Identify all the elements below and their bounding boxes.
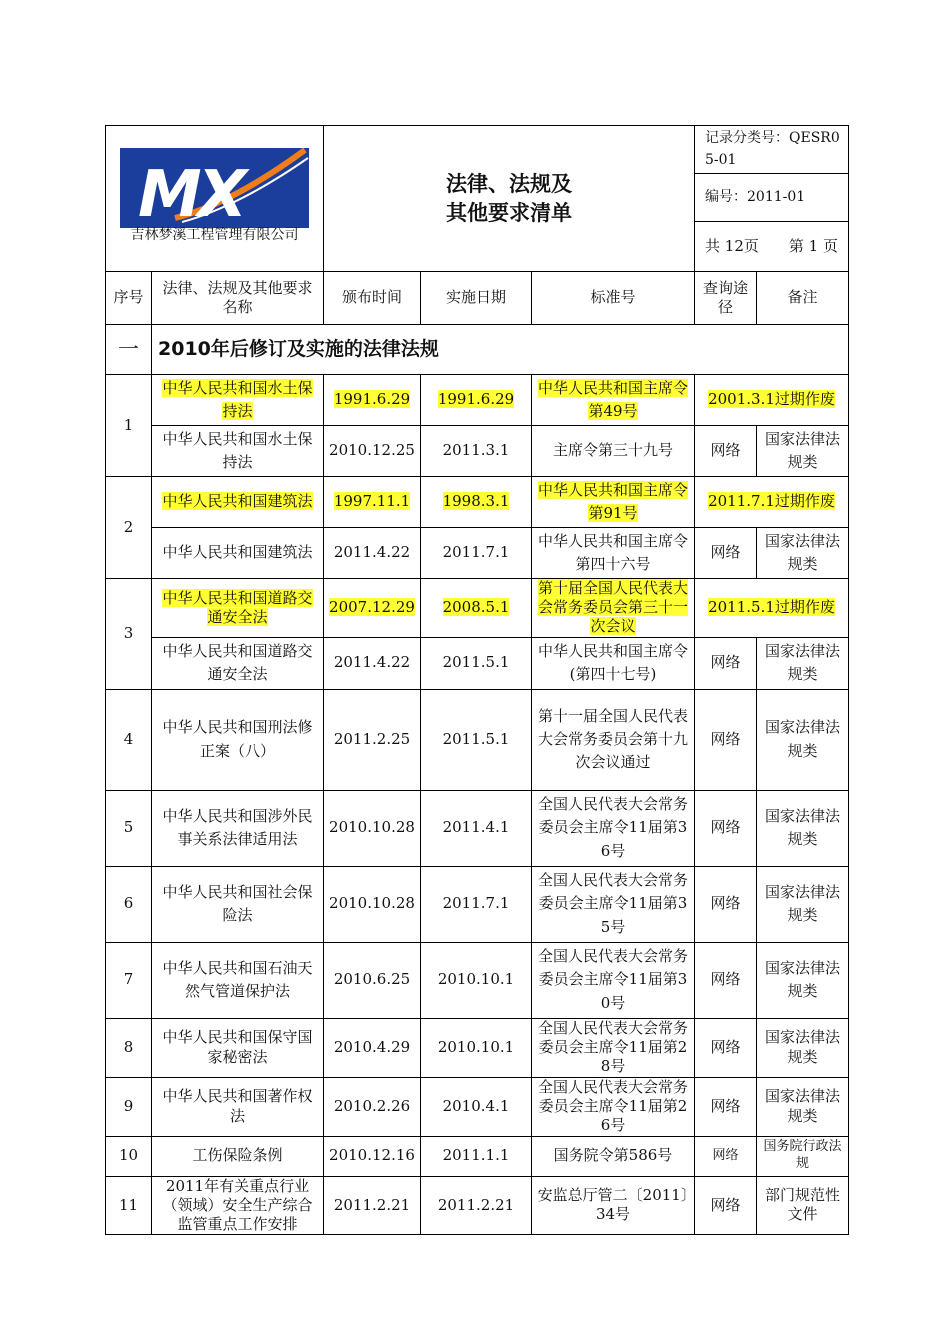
- col-header-num: 序号: [106, 272, 152, 325]
- standard-no: 中华人民共和国主席令第49号: [537, 378, 688, 420]
- remark: 国务院行政法规: [757, 1136, 849, 1176]
- effective-date: 2010.4.1: [421, 1077, 532, 1136]
- remark: 2001.3.1过期作废: [708, 390, 835, 409]
- row-number: 11: [106, 1176, 152, 1235]
- effective-date: 2010.10.1: [421, 942, 532, 1018]
- table-row: [106, 790, 849, 866]
- issued-date: 1997.11.1: [333, 492, 411, 511]
- regulations-table: [105, 125, 849, 1235]
- law-name: 中华人民共和国石油天然气管道保护法: [152, 942, 324, 1018]
- standard-no: 第十届全国人民代表大会常务委员会第三十一次会议: [537, 579, 688, 636]
- query-method: 网络: [695, 866, 757, 942]
- row-number: 3: [106, 579, 152, 690]
- table-row: [106, 689, 849, 790]
- issued-date: 2010.12.16: [324, 1136, 421, 1176]
- standard-no: 全国人民代表大会常务委员会主席令11届第28号: [532, 1018, 695, 1077]
- remark: 国家法律法规类: [757, 790, 849, 866]
- issued-date: 2010.6.25: [324, 942, 421, 1018]
- table-row: [106, 426, 849, 477]
- section-row: [106, 325, 849, 375]
- row-number: 9: [106, 1077, 152, 1136]
- query-method: 网络: [695, 637, 757, 689]
- remark: 国家法律法规类: [757, 866, 849, 942]
- col-header-effective: 实施日期: [421, 272, 532, 325]
- law-name: 中华人民共和国涉外民事关系法律适用法: [152, 790, 324, 866]
- issued-date: 2007.12.29: [329, 598, 415, 617]
- remark: 国家法律法规类: [757, 942, 849, 1018]
- law-name: 中华人民共和国著作权法: [152, 1077, 324, 1136]
- effective-date: 2011.7.1: [421, 866, 532, 942]
- col-header-name: 法律、法规及其他要求名称: [152, 272, 324, 325]
- document-title: 法律、法规及 其他要求清单: [446, 172, 572, 225]
- law-name: 中华人民共和国道路交通安全法: [162, 588, 313, 626]
- row-number: 10: [106, 1136, 152, 1176]
- remark: 国家法律法规类: [757, 528, 849, 579]
- standard-no: 中华人民共和国主席令(第四十七号): [532, 637, 695, 689]
- issued-date: 2011.4.22: [324, 528, 421, 579]
- law-name: 中华人民共和国建筑法: [162, 492, 313, 511]
- table-row: [106, 1176, 849, 1235]
- section-title: 2010年后修订及实施的法律法规: [152, 325, 849, 375]
- standard-no: 全国人民代表大会常务委员会主席令11届第26号: [532, 1077, 695, 1136]
- effective-date: 1991.6.29: [437, 390, 515, 409]
- effective-date: 2011.5.1: [421, 689, 532, 790]
- law-name: 2011年有关重点行业（领域）安全生产综合监管重点工作安排: [152, 1176, 324, 1235]
- section-number: 一: [106, 325, 152, 375]
- query-method: 网络: [695, 528, 757, 579]
- standard-no: 国务院令第586号: [532, 1136, 695, 1176]
- title-cell: [324, 126, 695, 272]
- remark: 2011.5.1过期作废: [708, 598, 835, 617]
- query-method: 网络: [695, 942, 757, 1018]
- table-row: [106, 1018, 849, 1077]
- table-row-old: [106, 375, 849, 426]
- standard-no: 全国人民代表大会常务委员会主席令11届第36号: [532, 790, 695, 866]
- serial-no: 编号：2011-01: [695, 174, 849, 222]
- logo-text: MX: [138, 158, 244, 228]
- table-row: [106, 866, 849, 942]
- row-number: 7: [106, 942, 152, 1018]
- query-method: 网络: [695, 1136, 757, 1176]
- table-row: [106, 637, 849, 689]
- remark: 2011.7.1过期作废: [708, 492, 835, 511]
- row-number: 8: [106, 1018, 152, 1077]
- row-number: 2: [106, 477, 152, 579]
- standard-no: 安监总厅管二〔2011〕34号: [532, 1176, 695, 1235]
- effective-date: 2011.3.1: [421, 426, 532, 477]
- effective-date: 2011.4.1: [421, 790, 532, 866]
- standard-no: 主席令第三十九号: [532, 426, 695, 477]
- row-number: 4: [106, 689, 152, 790]
- law-name: 中华人民共和国社会保险法: [152, 866, 324, 942]
- query-method: 网络: [695, 790, 757, 866]
- remark: 国家法律法规类: [757, 637, 849, 689]
- query-method: 网络: [695, 689, 757, 790]
- remark: 国家法律法规类: [757, 426, 849, 477]
- logo-cell: [106, 126, 324, 272]
- table-row: [106, 1136, 849, 1176]
- table-row-old: [106, 579, 849, 638]
- effective-date: 2011.2.21: [421, 1176, 532, 1235]
- issued-date: 1991.6.29: [333, 390, 411, 409]
- law-name: 工伤保险条例: [152, 1136, 324, 1176]
- col-header-query: 查询途径: [695, 272, 757, 325]
- effective-date: 1998.3.1: [442, 492, 510, 511]
- page-info: 共 12页 第 1 页: [695, 222, 849, 272]
- issued-date: 2011.4.22: [324, 637, 421, 689]
- record-no: 记录分类号：QESR05-01: [695, 126, 849, 174]
- company-name: 吉林梦溪工程管理有限公司: [130, 227, 299, 243]
- law-name: 中华人民共和国水土保持法: [162, 378, 313, 420]
- query-method: 网络: [695, 1018, 757, 1077]
- document-page: [105, 125, 848, 1235]
- standard-no: 中华人民共和国主席令第四十六号: [532, 528, 695, 579]
- row-number: 1: [106, 375, 152, 477]
- standard-no: 第十一届全国人民代表大会常务委员会第十九次会议通过: [532, 689, 695, 790]
- company-logo: [120, 148, 309, 228]
- query-method: 网络: [695, 1176, 757, 1235]
- table-row: [106, 942, 849, 1018]
- standard-no: 全国人民代表大会常务委员会主席令11届第30号: [532, 942, 695, 1018]
- row-number: 5: [106, 790, 152, 866]
- effective-date: 2010.10.1: [421, 1018, 532, 1077]
- law-name: 中华人民共和国保守国家秘密法: [152, 1018, 324, 1077]
- law-name: 中华人民共和国刑法修正案（八）: [152, 689, 324, 790]
- table-row: [106, 528, 849, 579]
- table-row-old: [106, 477, 849, 528]
- col-header-standard: 标准号: [532, 272, 695, 325]
- row-number: 6: [106, 866, 152, 942]
- col-header-note: 备注: [757, 272, 849, 325]
- issued-date: 2010.10.28: [324, 866, 421, 942]
- remark: 部门规范性文件: [757, 1176, 849, 1235]
- effective-date: 2008.5.1: [442, 598, 510, 617]
- standard-no: 全国人民代表大会常务委员会主席令11届第35号: [532, 866, 695, 942]
- law-name: 中华人民共和国建筑法: [152, 528, 324, 579]
- column-header-row: [106, 272, 849, 325]
- effective-date: 2011.1.1: [421, 1136, 532, 1176]
- law-name: 中华人民共和国道路交通安全法: [152, 637, 324, 689]
- issued-date: 2010.10.28: [324, 790, 421, 866]
- table-row: [106, 1077, 849, 1136]
- col-header-issued: 颁布时间: [324, 272, 421, 325]
- effective-date: 2011.7.1: [421, 528, 532, 579]
- law-name: 中华人民共和国水土保持法: [152, 426, 324, 477]
- remark: 国家法律法规类: [757, 1077, 849, 1136]
- query-method: 网络: [695, 426, 757, 477]
- issued-date: 2010.2.26: [324, 1077, 421, 1136]
- issued-date: 2011.2.21: [324, 1176, 421, 1235]
- issued-date: 2011.2.25: [324, 689, 421, 790]
- query-method: 网络: [695, 1077, 757, 1136]
- issued-date: 2010.12.25: [324, 426, 421, 477]
- remark: 国家法律法规类: [757, 689, 849, 790]
- issued-date: 2010.4.29: [324, 1018, 421, 1077]
- remark: 国家法律法规类: [757, 1018, 849, 1077]
- standard-no: 中华人民共和国主席令第91号: [537, 480, 688, 522]
- effective-date: 2011.5.1: [421, 637, 532, 689]
